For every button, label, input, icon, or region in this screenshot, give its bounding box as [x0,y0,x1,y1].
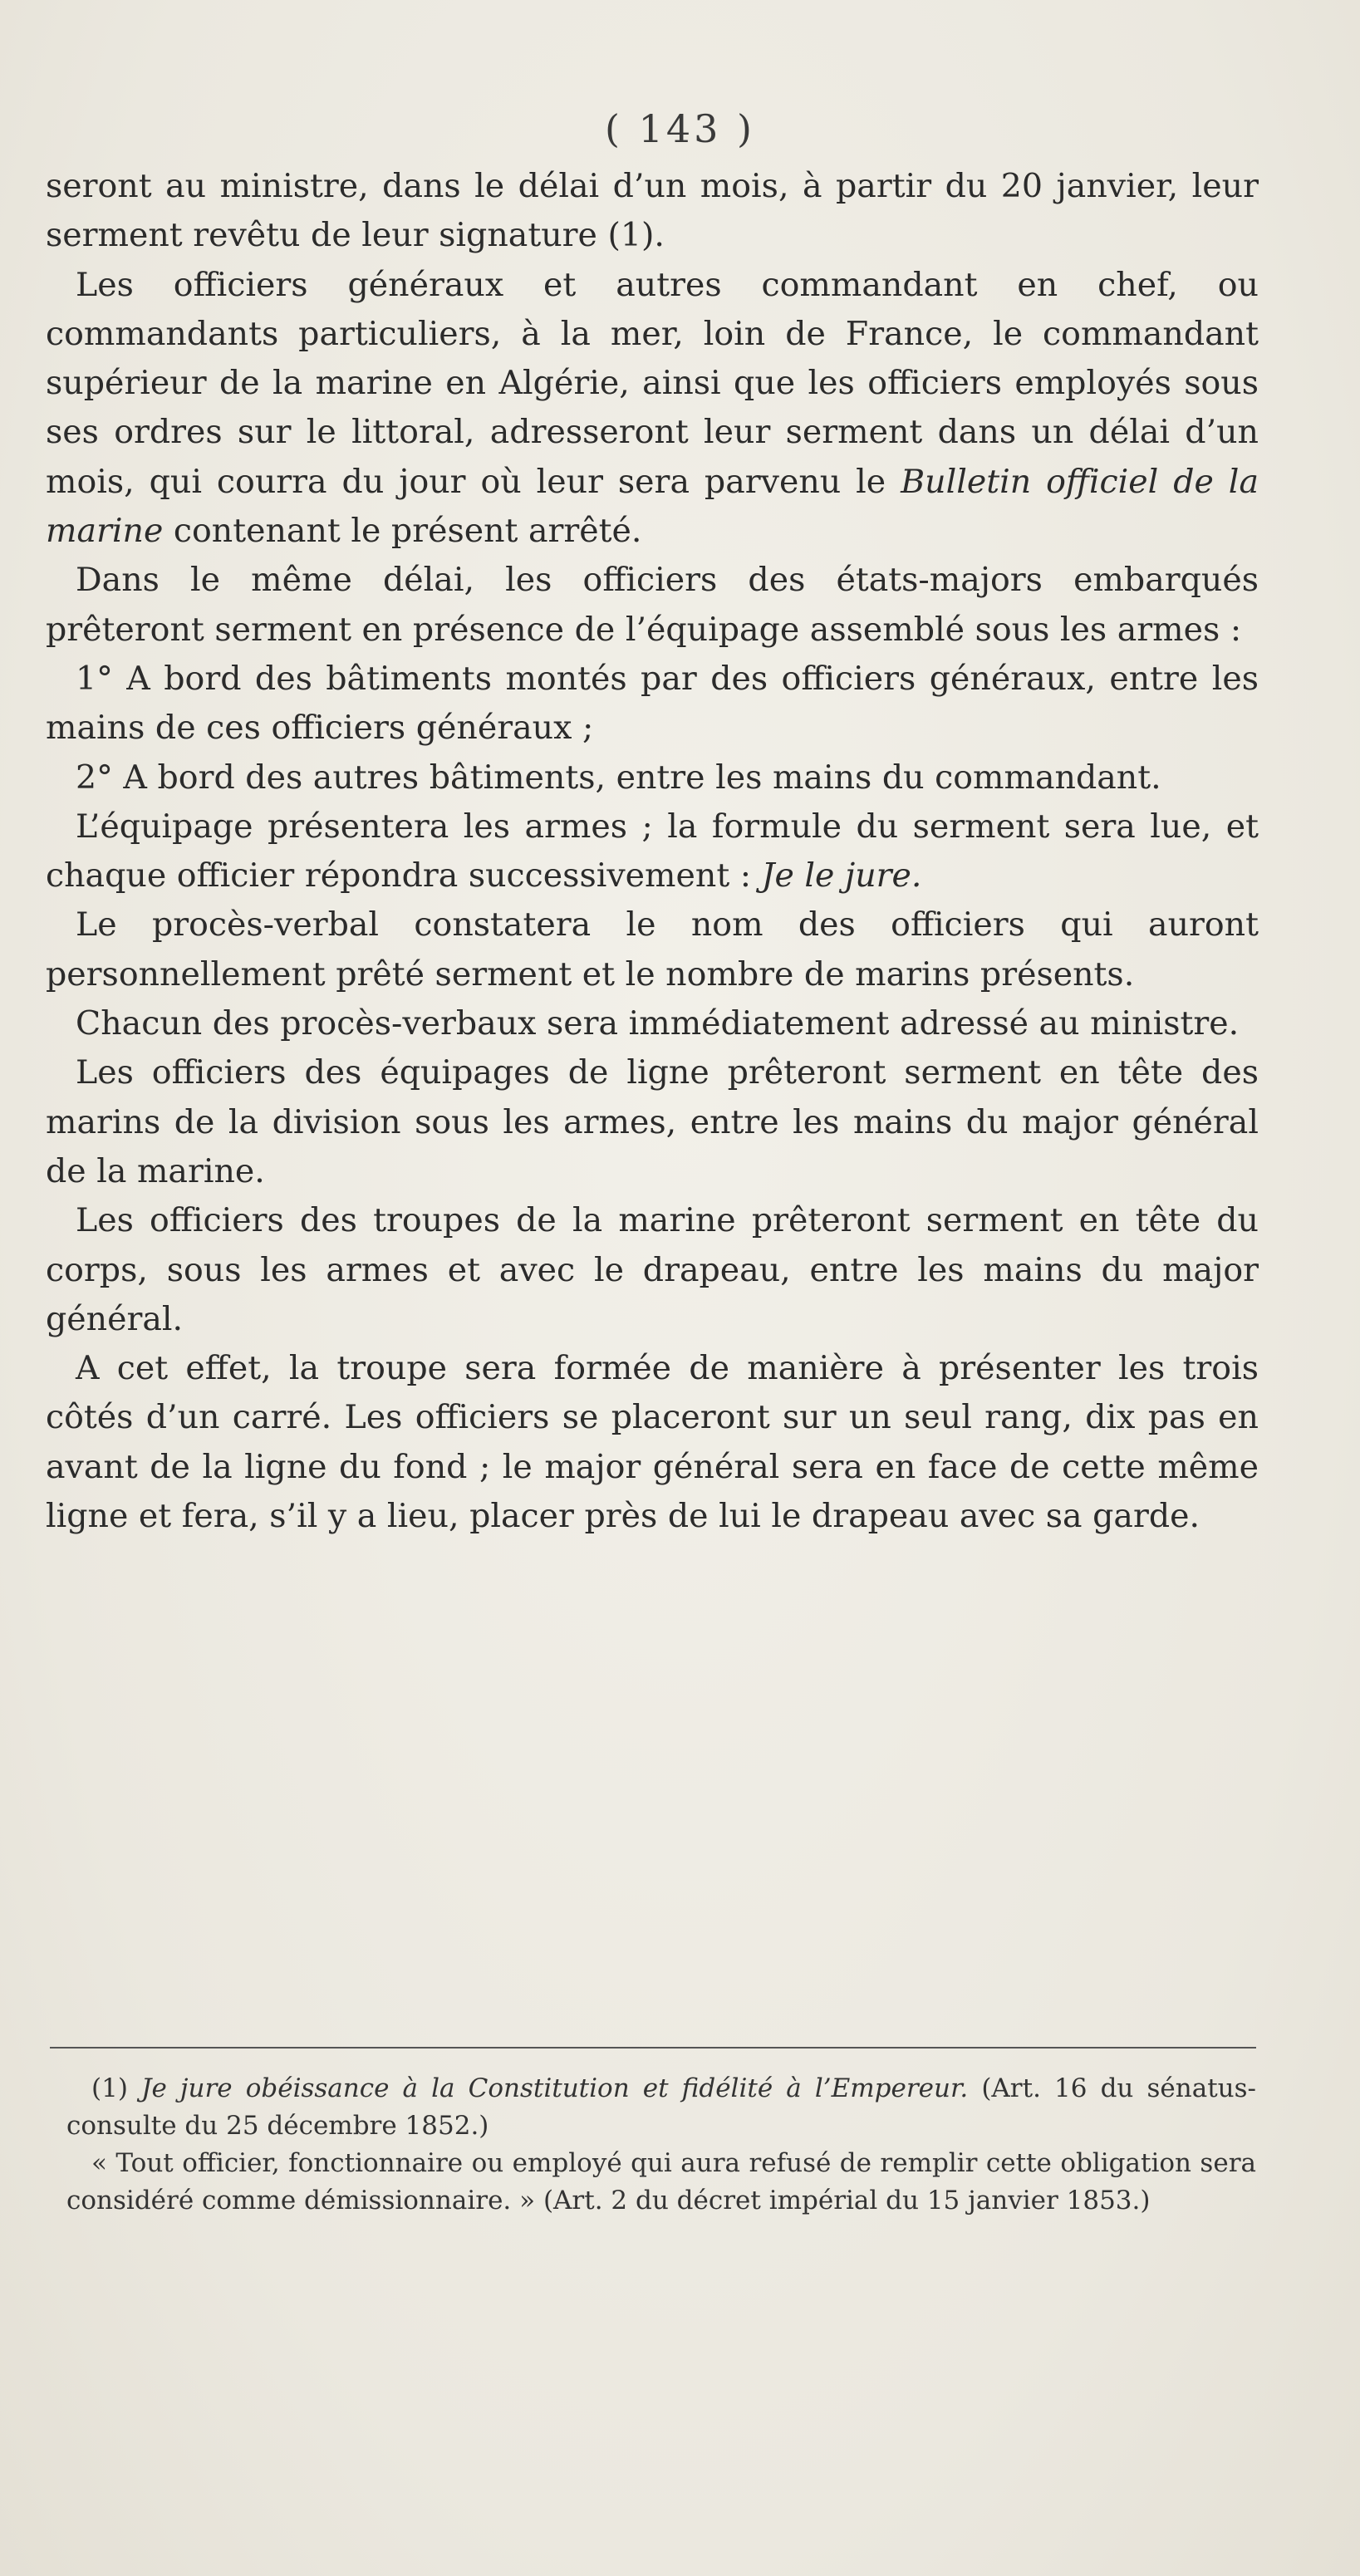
page-number: ( 143 ) [605,106,755,151]
footnotes [66,2070,1256,2220]
text-segment: Les officiers généraux et autres commandant en chef, ou commandants particuliers, à la mer, loin de France, le commandant supérieur de la marine en Algérie, ainsi que les officiers employés sous ses ordres sur le littoral, adresseront leur serment dans un délai d’un mois, qui courra du jour où leur sera parvenu le [46,265,1259,501]
text-segment: contenant le présent arrêté. [163,512,642,551]
text-segment: Le procès-verbal constatera le nom des officiers qui auront personnellement prêté serment et le nombre de marins présents. [46,905,1259,994]
paragraph [46,1344,1259,1541]
paragraph [46,655,1259,753]
main-text [46,162,1259,1541]
text-segment: seront au ministre, dans le délai d’un mois, à partir du 20 janvier, leur serment revêtu de leur signature (1). [46,167,1259,255]
paragraph [46,261,1259,557]
text-segment: Dans le même délai, les officiers des états-majors embarqués prêteront serment en présence de l’équipage assemblé sous les armes : [46,561,1259,649]
paragraph [46,900,1259,999]
paragraph [46,1196,1259,1344]
italic-text: Bulletin officiel de la marine [46,462,1259,551]
text-segment: 1° A bord des bâtiments montés par des officiers généraux, entre les mains de ces officiers généraux ; [46,659,1259,748]
text-segment: Les officiers des troupes de la marine prêteront serment en tête du corps, sous les armes et avec le drapeau, entre les mains du major général. [46,1201,1259,1338]
text-segment: L’équipage présentera les armes ; la formule du serment sera lue, et chaque officier répondra successivement : [46,807,1259,895]
text-segment: « Tout officier, fonctionnaire ou employé qui aura refusé de remplir cette obligation sera considéré comme démissionnaire. » (Art. 2 du décret impérial du 15 janvier 1853.) [66,2148,1256,2215]
paragraph [46,556,1259,655]
paragraph [46,802,1259,901]
italic-text: Je jure obéissance à la Constitution et fidélité à l’Empereur. [141,2073,969,2103]
italic-text: Je le jure. [761,856,922,895]
footnote-divider [50,2047,1256,2049]
paragraph [46,162,1259,261]
text-segment: A cet effet, la troupe sera formée de manière à présenter les trois côtés d’un carré. Les officiers se placeront sur un seul rang, dix pas en avant de la ligne du fond ; le major général sera en face de cette même ligne et fera, s’il y a lieu, placer près de lui le drapeau avec sa garde. [46,1349,1259,1536]
text-segment: Chacun des procès-verbaux sera immédiatement adressé au ministre. [76,1004,1240,1043]
paragraph [46,753,1259,802]
paragraph [46,1048,1259,1196]
text-segment: 2° A bord des autres bâtiments, entre les mains du commandant. [76,758,1161,797]
paragraph [46,999,1259,1048]
footnote [66,2070,1256,2145]
text-segment: (1) [91,2073,142,2103]
footnote [66,2145,1256,2220]
text-segment: Les officiers des équipages de ligne prêteront serment en tête des marins de la division sous les armes, entre les mains du major général de la marine. [46,1053,1259,1190]
text-segment: (Art. 16 du sénatus-consulte du 25 décembre 1852.) [66,2073,1256,2141]
